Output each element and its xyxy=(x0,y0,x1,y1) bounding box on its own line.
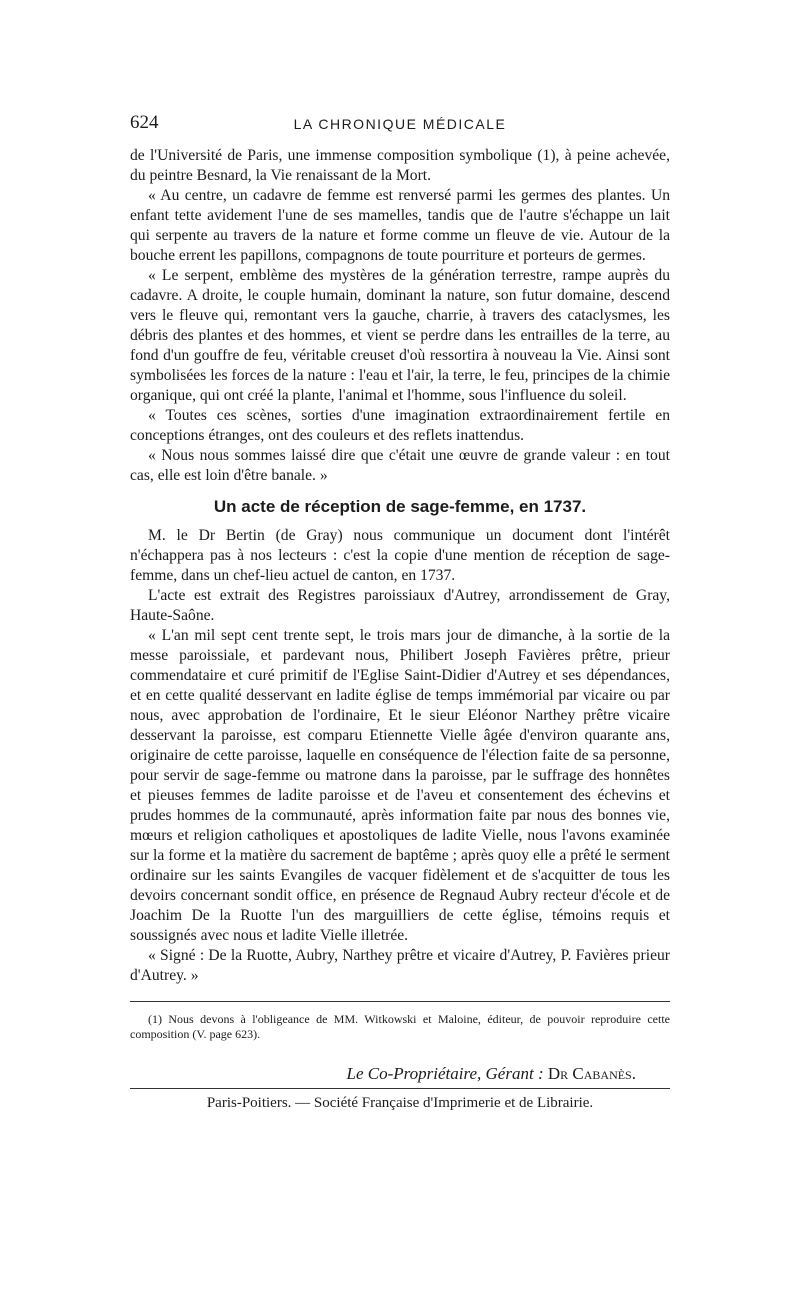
page-number: 624 xyxy=(130,112,159,133)
footnote-rule xyxy=(130,1001,670,1002)
running-head: LA CHRONIQUE MÉDICALE xyxy=(293,116,507,132)
imprint-rule xyxy=(130,1088,670,1089)
footnote: (1) Nous devons à l'obligeance de MM. Witkowski et Maloine, éditeur, de pouvoir reproduire cette composition (V. page 623). xyxy=(130,1012,670,1041)
paragraph: « L'an mil sept cent trente sept, le trois mars jour de dimanche, à la sortie de la messe paroissiale, et pardevant nous, Philibert Joseph Favières prêtre, prieur commendataire et curé primitif de l'Eglise Saint-Didier d'Autrey et ses dépendances, et en cette qualité desservant en ladite église de temps immémorial par vicaire ou par nous, avec approbation de l'ordinaire, Et le sieur Eléonor Narthey prêtre vicaire desservant la paroisse, est comparu Etiennette Vielle âgée d'environ quarante ans, originaire de cette paroisse, laquelle en conséquence de l'élection faite de sa personne, pour servir de sage-femme ou matrone dans la paroisse, par le suffrage des honnêtes et pieuses femmes de ladite paroisse et de l'aveu et consentement des échevins et prudes hommes de la communauté, après information faite par nous des bonnes vie, mœurs et religion catholiques et apostoliques de ladite Vielle, nous l'avons examinée sur la forme et la matière du sacrement de baptême ; après quoy elle a prêté le serment ordinaire sur les saints Evangiles de vacquer fidèlement et de s'acquitter de tous les devoirs concernant sondit office, en présence de Regnaud Aubry recteur d'école et de Joachim De la Ruotte l'un des marguilliers de cette église, témoins requis et soussignés avec nous et ladite Vielle illetrée. xyxy=(130,627,670,944)
gerant-prefix: Le Co-Propriétaire, Gérant : xyxy=(346,1064,548,1083)
paragraph: « Nous nous sommes laissé dire que c'était une œuvre de grande valeur : en tout cas, elle est loin d'être banale. » xyxy=(130,447,670,484)
paragraph: M. le Dr Bertin (de Gray) nous communique un document dont l'intérêt n'échappera pas à nos lecteurs : c'est la copie d'une mention de réception de sage-femme, dans un chef-lieu actuel de canton, en 1737. xyxy=(130,527,670,584)
page-header xyxy=(130,112,670,136)
article-body xyxy=(130,146,670,986)
gerant-line xyxy=(130,1064,670,1084)
section-title: Un acte de réception de sage-femme, en 1737. xyxy=(213,497,587,516)
gerant-name: Dr Cabanès. xyxy=(547,1064,636,1083)
document-page xyxy=(130,112,670,1112)
paragraph: « Au centre, un cadavre de femme est renversé parmi les germes des plantes. Un enfant tette avidement l'une de ses mamelles, tandis que de l'autre s'échappe un lait qui serpente au travers de la nature et forme comme un fleuve de vie. Autour de la bouche errent les papillons, compagnons de toute pourriture et porteurs de germes. xyxy=(130,187,670,264)
paragraph: de l'Université de Paris, une immense composition symbolique (1), à peine achevée, du peintre Besnard, la Vie renaissant de la Mort. xyxy=(130,147,670,184)
imprint: Paris-Poitiers. — Société Française d'Imprimerie et de Librairie. xyxy=(206,1095,594,1111)
paragraph: « Toutes ces scènes, sorties d'une imagination extraordinairement fertile en conceptions étranges, ont des couleurs et des reflets inattendus. xyxy=(130,407,670,444)
paragraph: L'acte est extrait des Registres paroissiaux d'Autrey, arrondissement de Gray, Haute-Saône. xyxy=(130,587,670,624)
paragraph: « Signé : De la Ruotte, Aubry, Narthey prêtre et vicaire d'Autrey, P. Favières prieur d'Autrey. » xyxy=(130,947,670,984)
paragraph: « Le serpent, emblème des mystères de la génération terrestre, rampe auprès du cadavre. A droite, le couple humain, dominant la nature, son futur domaine, descend vers le fleuve qui, remontant vers la gauche, charrie, à travers des cataclysmes, les débris des plantes et des hommes, et vient se perdre dans les entrailles de la terre, au fond d'un gouffre de feu, véritable creuset d'où ressortira à nouveau la Vie. Ainsi sont symbolisées les forces de la nature : l'eau et l'air, la terre, le feu, principes de la chimie organique, qui ont créé la plante, l'animal et l'homme, sous l'influence du soleil. xyxy=(130,267,670,404)
